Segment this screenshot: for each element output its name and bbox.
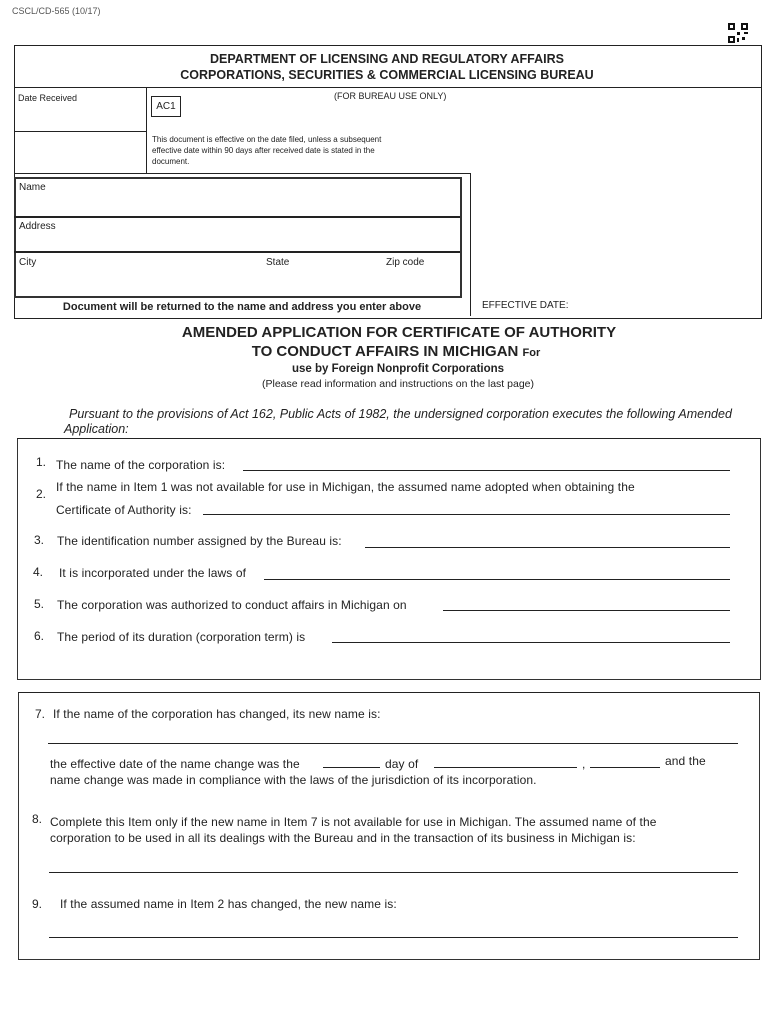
item-8-field[interactable]	[49, 872, 738, 873]
form-title-line2: TO CONDUCT AFFAIRS IN MICHIGAN For	[251, 343, 541, 360]
item-3-number: 3.	[34, 533, 45, 547]
item-7-label: If the name of the corporation has changed, its new name is:	[53, 707, 381, 721]
item-8-number: 8.	[32, 812, 43, 826]
city-label: City	[19, 257, 37, 268]
item-7-day-field[interactable]	[323, 767, 380, 768]
item-6-label: The period of its duration (corporation term) is	[57, 630, 306, 644]
instructions-note: (Please read information and instructions on the last page)	[262, 378, 534, 390]
item-2-label-a: If the name in Item 1 was not available for use in Michigan, the assumed name adopted when obtaining the	[56, 480, 635, 494]
item-1-label: The name of the corporation is:	[56, 458, 226, 472]
effective-note: This document is effective on the date filed, unless a subsequent effective date within 90 days after received date is stated in the document.	[152, 135, 382, 166]
bureau-use-label: (FOR BUREAU USE ONLY)	[334, 91, 447, 101]
effective-date-label: EFFECTIVE DATE:	[482, 300, 569, 311]
city-state-zip-field[interactable]	[16, 268, 456, 290]
item-5-number: 5.	[34, 597, 45, 611]
form-id: CSCL/CD-565 (10/17)	[12, 6, 101, 16]
item-6-number: 6.	[34, 629, 45, 643]
state-label: State	[266, 257, 290, 268]
item-2-number: 2.	[36, 487, 47, 501]
form-subtitle: use by Foreign Nonprofit Corporations	[291, 363, 505, 375]
item-7-field[interactable]	[48, 743, 738, 744]
zip-label: Zip code	[386, 257, 425, 268]
ac1-stamp: AC1	[151, 96, 181, 117]
item-5-label: The corporation was authorized to conduct affairs in Michigan on	[57, 598, 407, 612]
item-7-month-field[interactable]	[434, 767, 577, 768]
address-field[interactable]	[16, 232, 456, 250]
item-3-label: The identification number assigned by the Bureau is:	[57, 534, 342, 548]
intro-paragraph: Pursuant to the provisions of Act 162, Public Acts of 1982, the undersigned corporation executes the following Amended Application:	[64, 407, 732, 436]
item-4-field[interactable]	[264, 579, 730, 580]
item-2-field[interactable]	[203, 514, 730, 515]
bureau-title: CORPORATIONS, SECURITIES & COMMERCIAL LICENSING BUREAU	[180, 68, 594, 82]
item-5-field[interactable]	[443, 610, 730, 611]
item-7-date-text-c: ,	[582, 757, 586, 771]
form-title-line1: AMENDED APPLICATION FOR CERTIFICATE OF AUTHORITY	[181, 324, 617, 341]
item-8-label-a: Complete this Item only if the new name in Item 7 is not available for use in Michigan. The assumed name of the	[50, 815, 657, 829]
item-4-number: 4.	[33, 565, 44, 579]
item-7-date-text-b: day of	[385, 757, 419, 771]
item-2-label-b: Certificate of Authority is:	[56, 503, 192, 517]
item-8-label-b: corporation to be used in all its dealings with the Bureau and in the transaction of its business in Michigan is:	[50, 831, 636, 845]
item-6-field[interactable]	[332, 642, 730, 643]
item-9-label: If the assumed name in Item 2 has changed, the new name is:	[60, 897, 397, 911]
item-7-year-field[interactable]	[590, 767, 660, 768]
address-label: Address	[19, 221, 56, 232]
item-7-date-text-d: and the	[665, 754, 706, 768]
item-1-field[interactable]	[243, 470, 730, 471]
item-7-number: 7.	[35, 707, 46, 721]
returned-note: Document will be returned to the name and address you enter above	[62, 301, 422, 313]
item-7-date-text-a: the effective date of the name change was the	[50, 757, 300, 771]
name-field[interactable]	[16, 194, 456, 214]
item-1-number: 1.	[36, 455, 47, 469]
item-4-label: It is incorporated under the laws of	[59, 566, 247, 580]
date-received-label: Date Received	[18, 93, 78, 103]
name-label: Name	[19, 182, 46, 193]
item-9-number: 9.	[32, 897, 43, 911]
item-3-field[interactable]	[365, 547, 730, 548]
dept-title: DEPARTMENT OF LICENSING AND REGULATORY AFFAIRS	[210, 52, 564, 66]
item-9-field[interactable]	[49, 937, 738, 938]
qr-code-icon	[727, 22, 749, 44]
item-7-compliance-text: name change was made in compliance with the laws of the jurisdiction of its incorporation.	[50, 773, 537, 787]
